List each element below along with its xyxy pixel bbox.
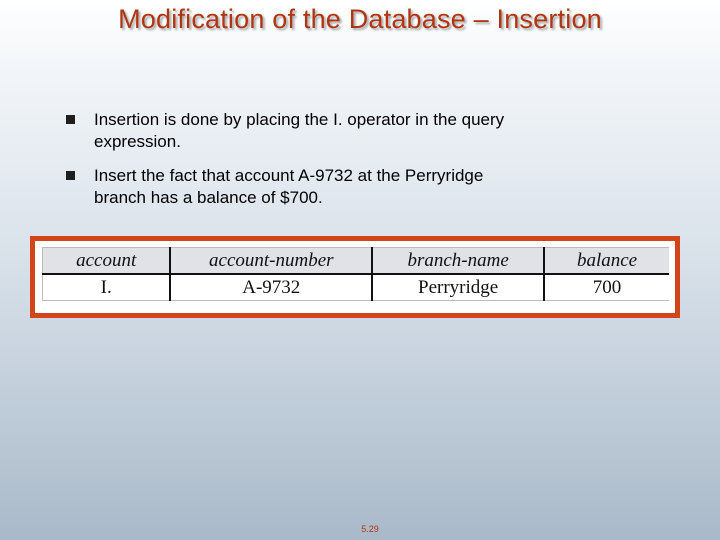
qbe-table-frame <box>30 236 680 318</box>
table-cell: A-9732 <box>170 274 372 301</box>
table-cell: 700 <box>544 274 669 301</box>
bullet-list <box>66 109 626 221</box>
bullet-line: Insertion is done by placing the I. operator in the query <box>94 110 505 129</box>
table-header-cell: account <box>43 248 171 275</box>
table-cell: Perryridge <box>372 274 544 301</box>
square-bullet-icon <box>66 115 75 124</box>
table-header-cell: branch-name <box>372 248 544 275</box>
bullet-item <box>66 165 626 209</box>
table-header-cell: balance <box>544 248 669 275</box>
bullet-item <box>66 109 626 153</box>
bullet-line: Insert the fact that account A-9732 at the Perryridge <box>94 166 484 185</box>
table-header-cell: account-number <box>170 248 372 275</box>
bullet-line: expression. <box>94 132 181 151</box>
square-bullet-icon <box>66 171 75 180</box>
slide-number: 5.29 <box>361 524 379 534</box>
qbe-table <box>42 247 669 301</box>
bullet-line: branch has a balance of $700. <box>94 188 323 207</box>
slide-title: Modification of the Database – Insertion <box>118 4 602 34</box>
table-cell: I. <box>43 274 171 301</box>
table-header-row <box>43 248 670 275</box>
table-row <box>43 274 670 301</box>
